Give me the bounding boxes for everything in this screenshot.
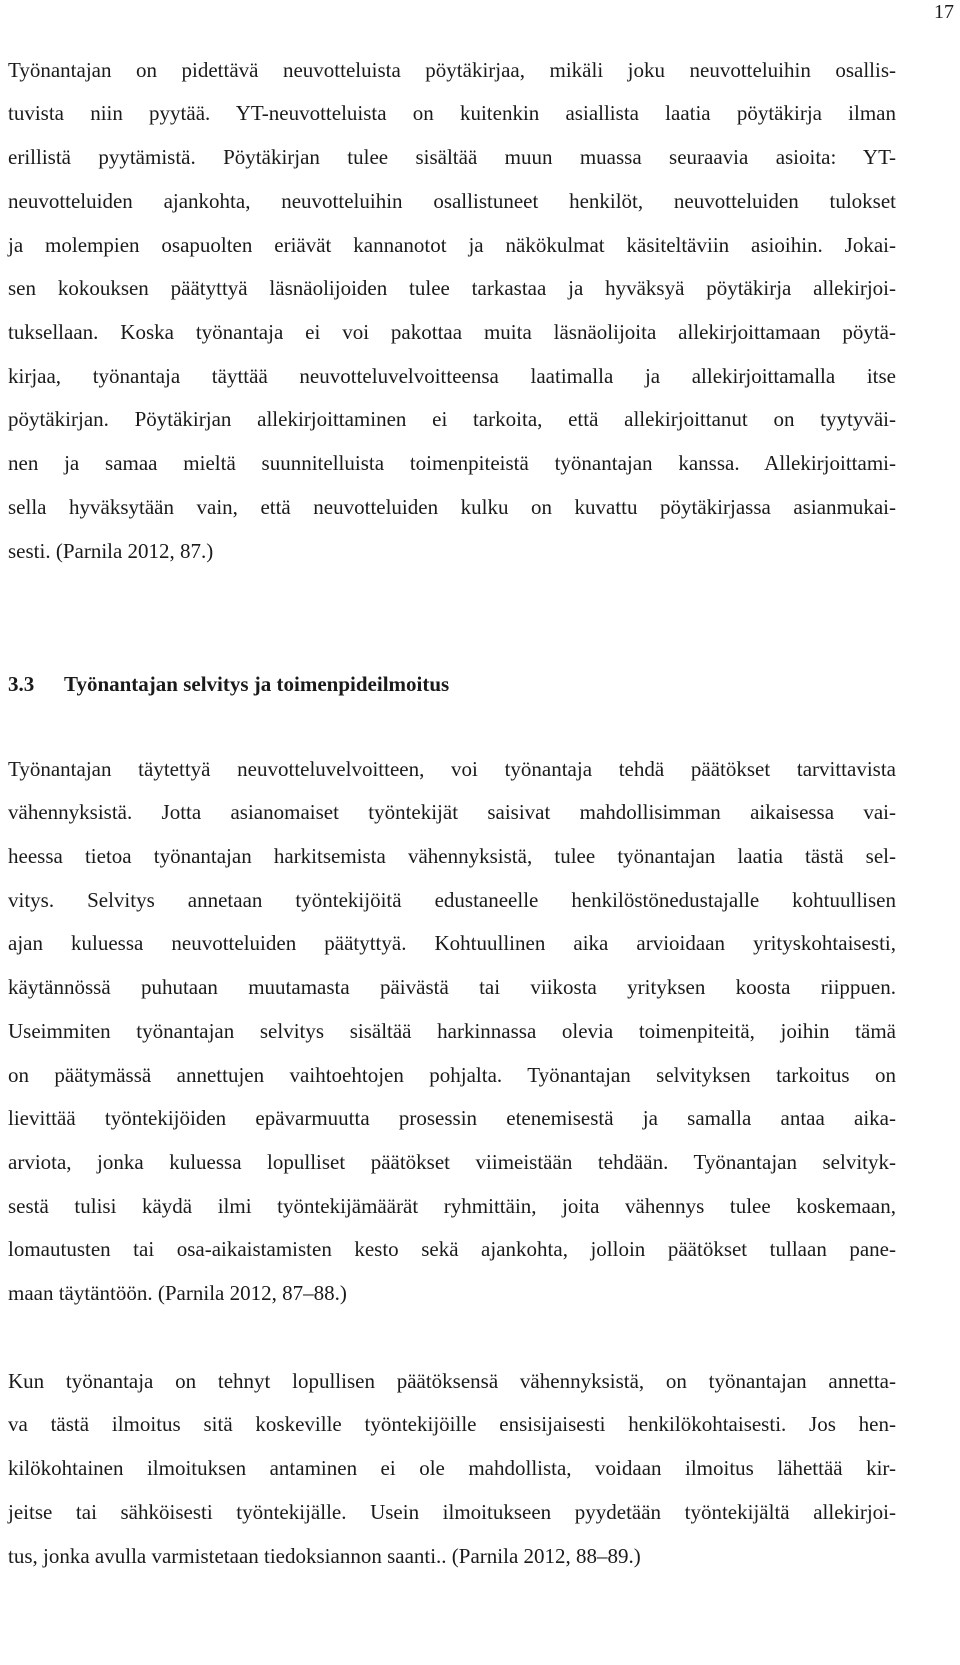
text-line: heessa tietoa työnantajan harkitsemista vähennyksistä, tulee työnantajan laatia tästä sel- [8, 844, 896, 868]
text-line: ja molempien osapuolten eriävät kannanotot ja näkökulmat käsiteltäviin asioihin. Jokai- [8, 233, 896, 257]
text-line: käytännössä puhutaan muutamasta päivästä tai viikosta yrityksen koosta riippuen. [8, 975, 896, 999]
text-line: vähennyksistä. Jotta asianomaiset työntekijät saisivat mahdollisimman aikaisessa vai- [8, 800, 896, 824]
text-line: kilökohtainen ilmoituksen antaminen ei ole mahdollista, voidaan ilmoitus lähettää kir- [8, 1456, 896, 1480]
text-line: sestä tulisi käydä ilmi työntekijämäärät ryhmittäin, joita vähennys tulee koskemaan, [8, 1194, 896, 1218]
text-line: nen ja samaa mieltä suunnitelluista toimenpiteistä työnantajan kanssa. Allekirjoittami- [8, 451, 896, 475]
text-line: pöytäkirjan. Pöytäkirjan allekirjoittaminen ei tarkoita, että allekirjoittanut on tyytyväi- [8, 407, 896, 431]
section-title: Työnantajan selvitys ja toimenpideilmoitus [64, 672, 450, 696]
text-line: va tästä ilmoitus sitä koskeville työntekijöille ensisijaisesti henkilökohtaisesti. Jos hen- [8, 1412, 896, 1436]
text-line: Useimmiten työnantajan selvitys sisältää harkinnassa olevia toimenpiteitä, joihin tämä [8, 1019, 896, 1043]
text-line: sen kokouksen päätyttyä läsnäolijoiden tulee tarkastaa ja hyväksyä pöytäkirja allekirjoi- [8, 276, 896, 300]
text-line: lomautusten tai osa-aikaistamisten kesto sekä ajankohta, jolloin päätökset tullaan pane- [8, 1237, 896, 1261]
text-line: jeitse tai sähköisesti työntekijälle. Usein ilmoitukseen pyydetään työntekijältä allekirjoi- [8, 1500, 896, 1524]
text-line: lievittää työntekijöiden epävarmuutta prosessin etenemisestä ja samalla antaa aika- [8, 1106, 896, 1130]
text-line: ajan kuluessa neuvotteluiden päätyttyä. Kohtuullinen aika arvioidaan yrityskohtaisesti, [8, 931, 896, 955]
text-line: vitys. Selvitys annetaan työntekijöitä edustaneelle henkilöstönedustajalle kohtuullisen [8, 888, 896, 912]
text-line: tuksellaan. Koska työnantaja ei voi pakottaa muita läsnäolijoita allekirjoittamaan pöytä- [8, 320, 896, 344]
text-line: tuvista niin pyytää. YT-neuvotteluista on kuitenkin asiallista laatia pöytäkirja ilman [8, 101, 896, 125]
text-line: tus, jonka avulla varmistetaan tiedoksiannon saanti.. (Parnila 2012, 88–89.) [8, 1544, 641, 1568]
text-line: sesti. (Parnila 2012, 87.) [8, 539, 214, 563]
text-line: erillistä pyytämistä. Pöytäkirjan tulee sisältää muun muassa seuraavia asioita: YT- [8, 145, 896, 169]
text-line: neuvotteluiden ajankohta, neuvotteluihin osallistuneet henkilöt, neuvotteluiden tulokset [8, 189, 896, 213]
text-line: Työnantajan on pidettävä neuvotteluista pöytäkirjaa, mikäli joku neuvotteluihin osallis- [8, 58, 896, 82]
text-line: Työnantajan täytettyä neuvotteluvelvoitteen, voi työnantaja tehdä päätökset tarvittavista [8, 757, 896, 781]
text-line: arviota, jonka kuluessa lopulliset päätökset viimeistään tehdään. Työnantajan selvityk- [8, 1150, 896, 1174]
section-number: 3.3 [8, 672, 35, 696]
text-line: maan täytäntöön. (Parnila 2012, 87–88.) [8, 1281, 347, 1305]
section-heading [8, 672, 449, 696]
text-line: on päätymässä annettujen vaihtoehtojen pohjalta. Työnantajan selvityksen tarkoitus on [8, 1063, 896, 1087]
page-number: 17 [934, 1, 954, 23]
text-line: kirjaa, työnantaja täyttää neuvotteluvelvoitteensa laatimalla ja allekirjoittamalla itse [8, 364, 896, 388]
text-line: Kun työnantaja on tehnyt lopullisen päätöksensä vähennyksistä, on työnantajan annetta- [8, 1369, 896, 1393]
text-line: sella hyväksytään vain, että neuvotteluiden kulku on kuvattu pöytäkirjassa asianmukai- [8, 495, 896, 519]
